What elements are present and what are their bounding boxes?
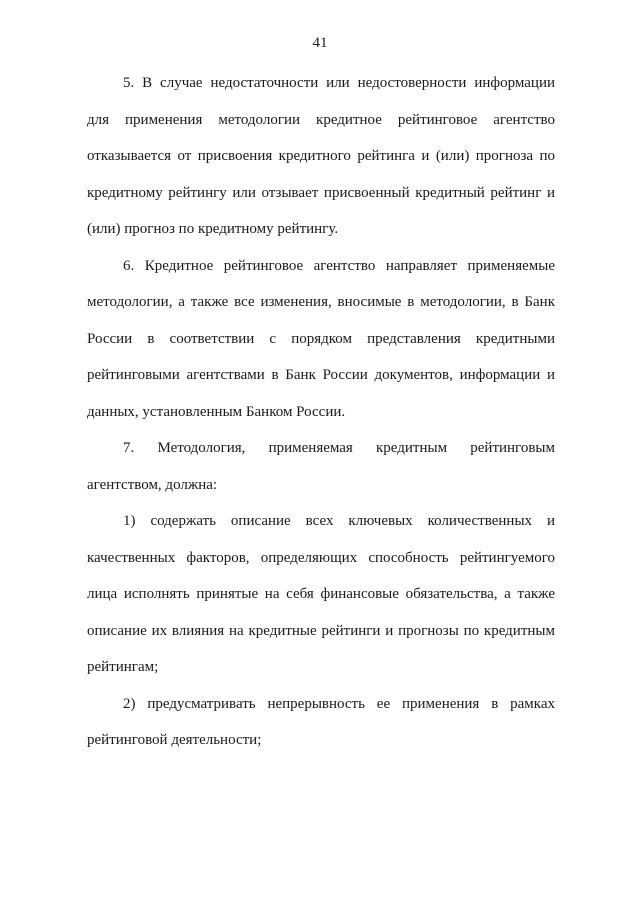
text-line: лица исполнять принятые на себя финансовые обязательства, а также [87,586,555,602]
text-line: 1) содержать описание всех ключевых количественных и [123,513,555,529]
text-line: методологии, а также все изменения, вносимые в методологии, в Банк [87,294,555,310]
page-number: 41 [312,35,328,51]
list-item-2 [87,686,555,759]
list-item-1 [87,503,555,686]
text-line: 5. В случае недостаточности или недостоверности информации [123,75,555,91]
text-line: данных, установленным Банком России. [87,403,346,420]
text-line: рейтингам; [87,659,159,675]
text-line: 6. Кредитное рейтинговое агентство направляет применяемые [123,257,555,274]
text-line: кредитному рейтингу или отзывает присвоенный кредитный рейтинг и [87,184,555,201]
paragraph-5 [87,65,555,248]
text-line: для применения методологии кредитное рейтинговое агентство [87,111,555,128]
text-line: агентством, должна: [87,476,218,493]
text-line: 7. Методология, применяемая кредитным рейтинговым [123,440,555,456]
text-line: отказывается от присвоения кредитного рейтинга и (или) прогноза по [87,148,555,164]
text-line: 2) предусматривать непрерывность ее применения в рамках [123,695,555,712]
text-line: описание их влияния на кредитные рейтинги и прогнозы по кредитным [87,622,555,639]
text-line: России в соответствии с порядком представления кредитными [87,330,555,347]
paragraph-6 [87,248,555,431]
paragraph-7 [87,430,555,503]
document-body [87,65,555,759]
text-line: рейтинговыми агентствами в Банк России документов, информации и [87,367,555,383]
text-line: рейтинговой деятельности; [87,732,262,748]
text-line: (или) прогноз по кредитному рейтингу. [87,221,339,237]
text-line: качественных факторов, определяющих способность рейтингуемого [87,549,555,566]
